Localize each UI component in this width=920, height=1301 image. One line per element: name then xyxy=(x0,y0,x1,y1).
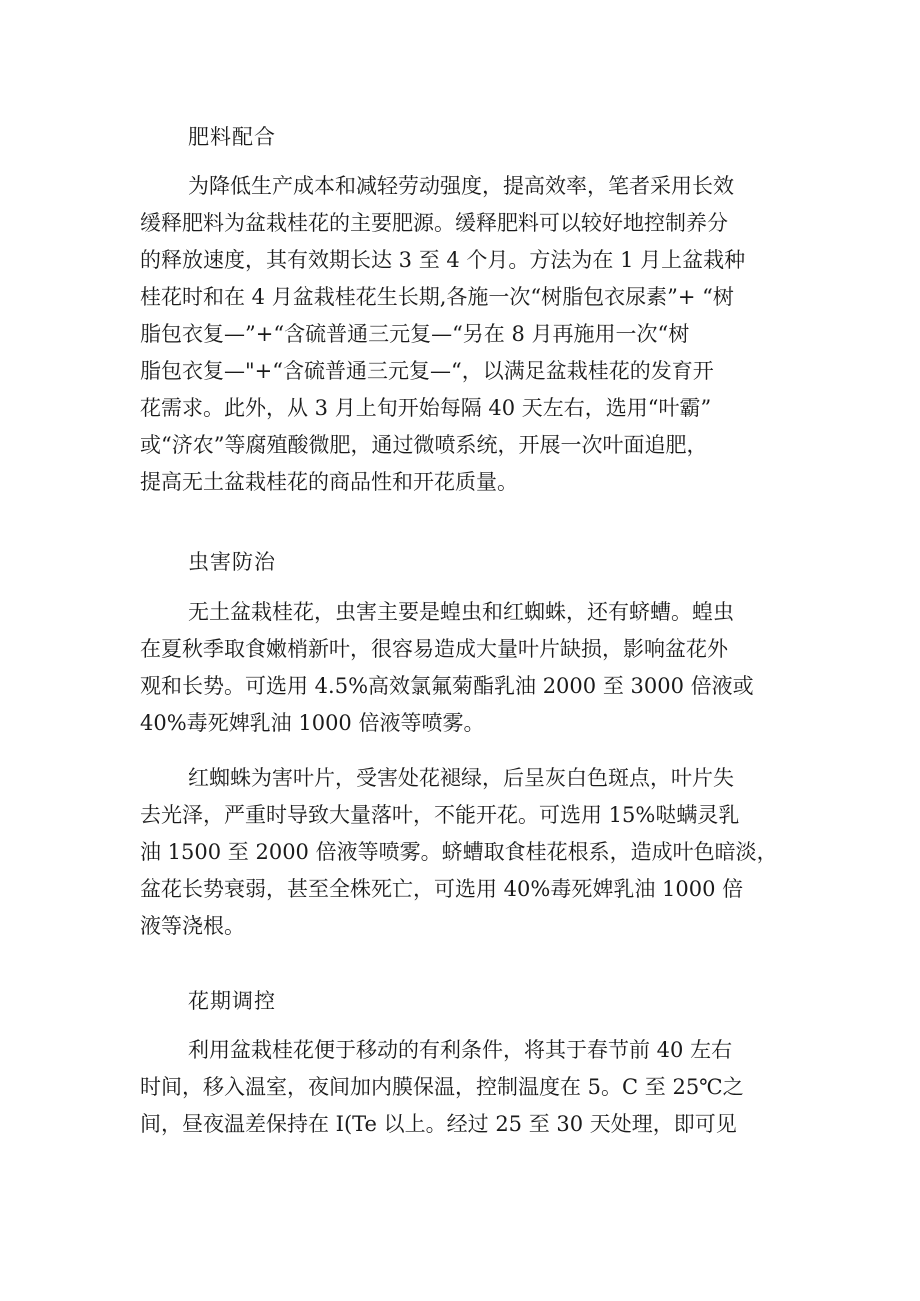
text-line: 40%毒死婢乳油 1000 倍液等喷雾。 xyxy=(140,711,485,735)
text-line: 时间，移入温室，夜间加内膜保温，控制温度在 5。C 至 25℃之 xyxy=(140,1075,744,1099)
section-heading-fertilizer: 肥料配合 xyxy=(188,125,276,149)
paragraph-flowering xyxy=(140,1032,800,1143)
text-line: 间，昼夜温差保持在 I(Te 以上。经过 25 至 30 天处理，即可见 xyxy=(140,1112,737,1136)
paragraph-red-spider xyxy=(140,760,800,945)
text-line: 液等浇根。 xyxy=(140,914,245,938)
text-line: 盆花长势衰弱，甚至全株死亡，可选用 40%毒死婢乳油 1000 倍 xyxy=(140,877,744,901)
paragraph-fertilizer xyxy=(140,168,800,501)
text-line: 红蜘蛛为害叶片，受害处花褪绿，后呈灰白色斑点，叶片失 xyxy=(188,766,734,790)
text-line: 为降低生产成本和减轻劳动强度，提高效率，笔者采用长效 xyxy=(188,174,734,198)
text-line: 或“济农”等腐殖酸微肥，通过微喷系统，开展一次叶面追肥， xyxy=(140,433,708,457)
text-line: 无土盆栽桂花，虫害主要是蝗虫和红蜘蛛，还有蛴螬。蝗虫 xyxy=(188,600,734,624)
text-line: 去光泽，严重时导致大量落叶，不能开花。可选用 15%哒螨灵乳 xyxy=(140,803,740,827)
text-line: 脂包衣复—"+“含硫普通三元复—“，以满足盆栽桂花的发育开 xyxy=(140,359,714,383)
paragraph-locust xyxy=(140,594,800,742)
text-line: 缓释肥料为盆栽桂花的主要肥源。缓释肥料可以较好地控制养分 xyxy=(140,211,728,235)
text-line: 花需求。此外，从 3 月上旬开始每隔 40 天左右，选用“叶霸” xyxy=(140,396,712,420)
text-line: 观和长势。可选用 4.5%高效氯氟菊酯乳油 2000 至 3000 倍液或 xyxy=(140,674,754,698)
text-line: 桂花时和在 4 月盆栽桂花生长期,各施一次“树脂包衣尿素”+ “树 xyxy=(140,285,734,309)
text-line: 利用盆栽桂花便于移动的有利条件，将其于春节前 40 左右 xyxy=(188,1038,733,1062)
section-heading-flowering-control: 花期调控 xyxy=(188,989,276,1013)
section-heading-pest-control: 虫害防治 xyxy=(188,550,276,574)
text-line: 脂包衣复—”+“含硫普通三元复—“另在 8 月再施用一次“树 xyxy=(140,322,690,346)
text-line: 在夏秋季取食嫩梢新叶，很容易造成大量叶片缺损，影响盆花外 xyxy=(140,637,728,661)
text-line: 的释放速度，其有效期长达 3 至 4 个月。方法为在 1 月上盆栽种 xyxy=(140,248,746,272)
text-line: 提高无土盆栽桂花的商品性和开花质量。 xyxy=(140,470,518,494)
text-line: 油 1500 至 2000 倍液等喷雾。蛴螬取食桂花根系，造成叶色暗淡， xyxy=(140,840,778,864)
